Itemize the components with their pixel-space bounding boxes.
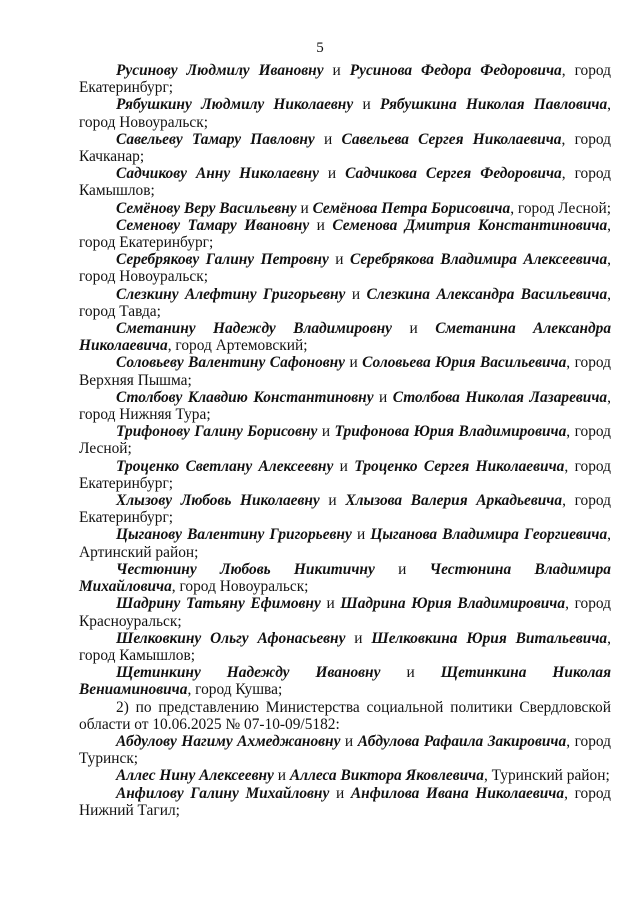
- wife-name: Цыганову Валентину Григорьевну: [116, 526, 352, 544]
- awardee-entry: [79, 664, 611, 698]
- awardee-entry: [79, 320, 611, 354]
- husband-name: Русинова Федора Федоровича: [349, 62, 562, 79]
- wife-name: Столбову Клавдию Константиновну: [116, 388, 374, 406]
- husband-name: Савельева Сергея Николаевича: [341, 130, 562, 148]
- place: , город Новоуральск;: [79, 96, 612, 131]
- awardee-entry: [79, 561, 611, 595]
- place: , город Тавда;: [79, 285, 611, 320]
- awardee-entry: [79, 733, 611, 767]
- place: , город Екатеринбург;: [79, 457, 611, 492]
- conjunction: и: [373, 388, 393, 406]
- wife-name: Хлызову Любовь Николаевну: [116, 492, 320, 510]
- place: , город Верхняя Пышма;: [79, 354, 611, 389]
- husband-name: Столбова Николая Лазаревича: [392, 388, 608, 406]
- awardee-entry: [79, 217, 611, 251]
- conjunction: и: [329, 784, 351, 802]
- conjunction: и: [340, 732, 358, 750]
- wife-name: Троценко Светлану Алексеевну: [116, 457, 334, 475]
- place: , город Красноуральск;: [79, 595, 611, 630]
- husband-name: Слезкина Александра Васильевича: [366, 285, 608, 303]
- awardee-entry: [79, 595, 611, 629]
- awardee-entry: [79, 62, 611, 96]
- place: , город Камышлов;: [79, 165, 611, 200]
- wife-name: Садчикову Анну Николаевну: [116, 165, 319, 183]
- wife-name: Шелковкину Ольгу Афонасьевну: [116, 629, 346, 647]
- document-body: [79, 62, 611, 819]
- awardee-entry: [79, 767, 611, 784]
- conjunction: и: [323, 62, 350, 79]
- husband-name: Щетинкина Николая Вениаминовича: [79, 664, 611, 699]
- conjunction: и: [273, 767, 290, 785]
- husband-name: Сметанина Александра Николаевича: [79, 320, 612, 355]
- conjunction: и: [353, 96, 380, 114]
- awardee-entry: [79, 630, 611, 664]
- wife-name: Серебрякову Галину Петровну: [116, 251, 329, 269]
- wife-name: Соловьеву Валентину Сафоновну: [116, 354, 346, 372]
- husband-name: Троценко Сергея Николаевича: [354, 457, 565, 475]
- husband-name: Семёнова Петра Борисовича: [312, 199, 511, 217]
- awardee-entry: [79, 251, 611, 285]
- place: , Туринский район;: [483, 767, 610, 785]
- place: , город Качканар;: [79, 130, 612, 166]
- conjunction: и: [319, 492, 346, 510]
- wife-name: Савельеву Тамару Павловну: [116, 130, 315, 148]
- conjunction: и: [318, 165, 346, 183]
- conjunction: и: [345, 629, 372, 647]
- place: , город Туринск;: [79, 732, 611, 768]
- place: , город Екатеринбург;: [79, 62, 611, 97]
- conjunction: и: [328, 251, 350, 269]
- husband-name: Трифонова Юрия Владимировича: [334, 423, 567, 441]
- section-2-lead: 2) по представлению Министерства социальной политики Свердловской области от 10.06.2025 № 07-10-09/5182:: [79, 698, 611, 733]
- wife-name: Аллес Нину Алексеевну: [116, 767, 274, 785]
- wife-name: Честюнину Любовь Никитичну: [116, 560, 375, 578]
- place: , Артинский район;: [79, 526, 611, 561]
- wife-name: Шадрину Татьяну Ефимовну: [116, 595, 321, 613]
- conjunction: и: [333, 457, 355, 475]
- wife-name: Семёнову Веру Васильевну: [116, 199, 297, 217]
- place: , город Лесной;: [510, 199, 611, 217]
- wife-name: Сметанину Надежду Владимировну: [116, 320, 392, 338]
- husband-name: Семенова Дмитрия Константиновича: [332, 216, 608, 234]
- awardee-entry: [79, 458, 611, 492]
- wife-name: Трифонову Галину Борисовну: [116, 423, 318, 441]
- place: , город Екатеринбург;: [79, 216, 611, 252]
- husband-name: Аллеса Виктора Яковлевича: [289, 767, 484, 785]
- awardee-entry: [79, 165, 611, 199]
- awardee-entry: [79, 785, 611, 819]
- husband-name: Шелковкина Юрия Витальевича: [371, 629, 608, 647]
- husband-name: Цыганова Владимира Георгиевича: [370, 526, 608, 544]
- place: , город Камышлов;: [79, 629, 611, 664]
- awardee-entry: [79, 423, 611, 457]
- wife-name: Анфилову Галину Михайловну: [116, 784, 330, 802]
- place: , город Лесной;: [79, 423, 611, 458]
- conjunction: и: [314, 130, 342, 148]
- conjunction: и: [309, 216, 333, 234]
- awardee-entry: [79, 131, 611, 165]
- awardee-entry: [79, 526, 611, 560]
- husband-name: Хлызова Валерия Аркадьевича: [345, 492, 563, 510]
- husband-name: Серебрякова Владимира Алексеевича: [349, 251, 608, 269]
- wife-name: Слезкину Алефтину Григорьевну: [116, 285, 346, 303]
- awardee-entry: [79, 492, 611, 526]
- awardee-entry: [79, 389, 611, 423]
- husband-name: Честюнина Владимира Михайловича: [79, 560, 611, 596]
- awardee-entry: [79, 286, 611, 320]
- husband-name: Садчикова Сергея Федоровича: [345, 165, 562, 183]
- conjunction: и: [374, 560, 430, 578]
- husband-name: Рябушкина Николая Павловича: [379, 96, 608, 114]
- husband-name: Шадрина Юрия Владимировича: [340, 595, 566, 613]
- husband-name: Анфилова Ивана Николаевича: [350, 784, 565, 802]
- place: , город Нижняя Тура;: [79, 388, 611, 424]
- wife-name: Русинову Людмилу Ивановну: [116, 62, 324, 79]
- conjunction: и: [345, 285, 367, 303]
- awardee-entry: [79, 200, 611, 217]
- place: , город Артемовский;: [167, 337, 308, 355]
- wife-name: Щетинкину Надежду Ивановну: [116, 664, 381, 682]
- awardee-list: [79, 62, 611, 699]
- wife-name: Рябушкину Людмилу Николаевну: [116, 96, 354, 114]
- awardee-list-2: [79, 733, 611, 819]
- page-number: 5: [316, 40, 324, 56]
- awardee-entry: [79, 96, 611, 130]
- wife-name: Абдулову Нагиму Ахмеджановну: [116, 732, 341, 750]
- place: , город Кушва;: [187, 681, 283, 699]
- husband-name: Соловьева Юрия Васильевича: [362, 354, 567, 372]
- conjunction: и: [380, 664, 441, 682]
- wife-name: Семенову Тамару Ивановну: [116, 216, 310, 234]
- conjunction: и: [345, 354, 363, 372]
- conjunction: и: [317, 423, 335, 441]
- conjunction: и: [296, 199, 313, 217]
- place: , город Екатеринбург;: [79, 492, 611, 527]
- conjunction: и: [351, 526, 371, 544]
- place: , город Нижний Тагил;: [79, 784, 611, 819]
- conjunction: и: [392, 320, 436, 338]
- husband-name: Абдулова Рафаила Закировича: [357, 732, 567, 750]
- place: , город Новоуральск;: [171, 578, 309, 596]
- conjunction: и: [320, 595, 341, 613]
- place: , город Новоуральск;: [79, 251, 611, 286]
- awardee-entry: [79, 354, 611, 388]
